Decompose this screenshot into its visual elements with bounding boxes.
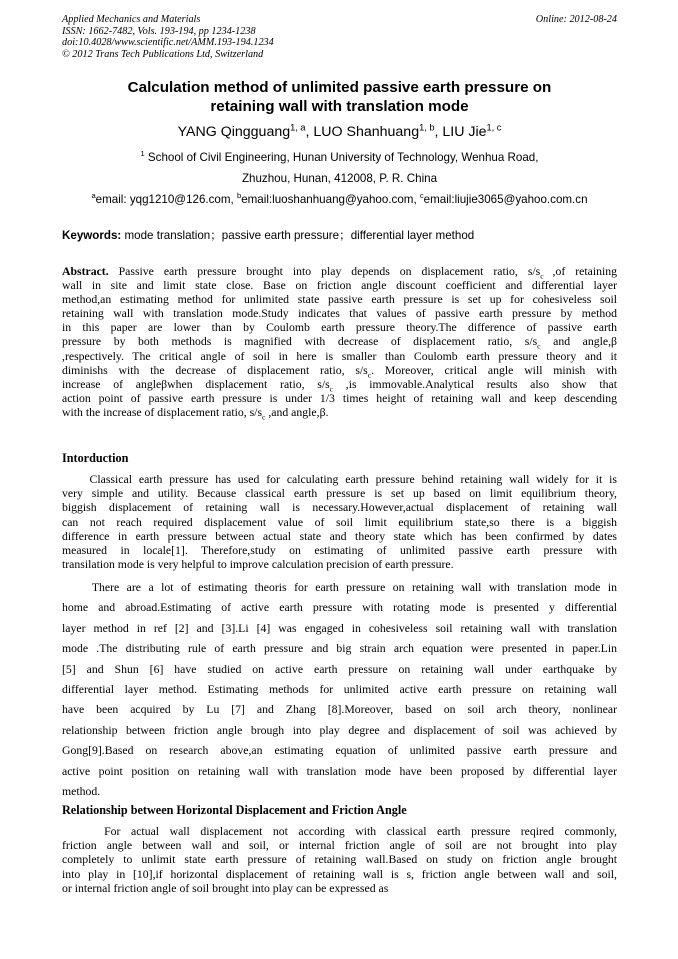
intro-line-text: Gong[9].Based on research above,an estimating equation of unlimited passive earth pressure and — [62, 744, 617, 758]
intro-line-text: method. — [62, 785, 101, 799]
intro-line — [62, 501, 617, 515]
abstract-line — [62, 307, 617, 321]
keywords-text: mode translation；passive earth pressure；differential layer method — [121, 229, 475, 242]
relationship-line — [62, 882, 617, 896]
relationship-paragraph — [62, 825, 617, 896]
relationship-line — [62, 839, 617, 853]
relationship-line-text: completely to unlimit state earth pressure of retaining wall.Based on study on friction angle brought — [62, 853, 617, 867]
author-list: YANG Qingguang$^{1, a}$, LUO Shanhuang$^{1, b}$, LIU Jie$^{1, c}$ — [177, 122, 502, 140]
abstract-line-text: action point of passive earth pressure is under 1/3 times height of retaining wall and keep descending — [62, 391, 617, 405]
issn-line: ISSN: 1662-7482, Vols. 193-194, pp 1234-1238 — [62, 25, 256, 37]
relationship-line-text: or internal friction angle of soil brought into play can be expressed as — [62, 881, 389, 895]
intro-line — [62, 700, 617, 720]
relationship-line — [62, 825, 617, 839]
abstract-line-text: Passive earth pressure brought into play depends on displacement ratio, $s/s_c$ ,of retaining — [108, 265, 617, 281]
intro-line-text: biggish displacement of retaining wall is necessary.However,actual displacement of retaining wall — [62, 501, 617, 515]
intro-line — [62, 558, 617, 572]
relationship-line — [62, 853, 617, 867]
relationship-line — [62, 868, 617, 882]
online-date: Online: 2012-08-24 — [535, 14, 617, 25]
intro-line-text: differential layer method. Estimating methods for unlimited active earth pressure on retaining wall — [62, 683, 617, 697]
email-b: email:luoshanhuang@yahoo.com, — [241, 193, 420, 206]
intro-line — [62, 680, 617, 700]
abstract — [62, 265, 617, 420]
intro-line-text: have been acquired by Lu [7] and Zhang [8].Moreover, based on soil arch theory, nonlinear — [62, 703, 617, 717]
intro-line-text: relationship between friction angle brough into play degree and displacement of soil was achieved by — [62, 723, 617, 737]
relationship-line-text: friction angle between wall and soil, or internal friction angle of soil are not brought into play — [62, 839, 617, 853]
abstract-line-text: retaining wall with translation mode.Study indicates that values of passive earth pressure by method — [62, 307, 617, 321]
affiliation-text: School of Civil Engineering, Hunan University of Technology, Wenhua Road, — [144, 151, 539, 164]
abstract-line — [62, 265, 617, 279]
intro-line — [62, 619, 617, 639]
abstract-line — [62, 350, 617, 364]
intro-line-text: home and abroad.Estimating of active earth pressure with rotating mode is presented y differential — [62, 601, 617, 615]
author-affil-mark: 1, c — [486, 122, 502, 133]
intro-line — [62, 530, 617, 544]
email-mark: c — [419, 191, 424, 201]
intro-line — [62, 487, 617, 501]
abstract-line-text: method,an estimating method for unlimited state passive earth pressure is set up for cohesiveless soil — [62, 293, 617, 307]
email-line — [62, 193, 617, 207]
abstract-line-text: pressure by both methods is magnified with decrease of displacement ratio, $s/s_c$ and angle,β — [62, 335, 617, 351]
journal-header — [62, 14, 617, 60]
abstract-line-text: increase of angleβwhen displacement ratio, $s/s_c$ ,is immovable.Analytical results also show that — [62, 377, 617, 394]
email-mark: a — [91, 191, 96, 201]
intro-line-text: mode .The distributing rule of earth pressure and big strain arch equation were presented in paper.Lin — [62, 642, 617, 656]
keywords-label: Keywords: — [62, 229, 122, 242]
abstract-line — [62, 321, 617, 335]
abstract-line-text: diminishs with the decrease of displacement ratio, $s/s_c$. Moreover, critical angle will minish with — [62, 363, 617, 379]
intro-line — [62, 516, 617, 530]
intro-line-text: There are a lot of estimating theoris for earth pressure on retaining wall with translation mode in — [62, 581, 617, 594]
title-line-1: Calculation method of unlimited passive earth pressure on — [127, 79, 552, 96]
intro-line — [62, 660, 617, 680]
author-affil-mark: 1, b — [419, 122, 435, 133]
abstract-line-text: with the increase of displacement ratio, $s/s_c$ ,and angle,β. — [62, 405, 329, 422]
intro-line-text: [5] and Shun [6] have studied on active earth pressure on retaining wall under earthquake by — [62, 662, 617, 676]
abstract-line — [62, 293, 617, 307]
doi-line: doi:10.4028/www.scientific.net/AMM.193-194.1234 — [62, 37, 274, 49]
intro-line-text: difference in earth pressure between actual state and theory state which has been confirmed by dates — [62, 529, 617, 543]
intro-paragraph-2 — [62, 578, 617, 802]
abstract-line — [62, 335, 617, 349]
intro-line — [62, 782, 617, 802]
title-line-2: retaining wall with translation mode — [210, 97, 469, 115]
intro-line — [62, 473, 617, 487]
intro-paragraph-1 — [62, 473, 617, 572]
intro-line — [62, 598, 617, 618]
intro-line-text: can not reach required displacement value of soil limit equilibrium state,so there is a biggish — [62, 515, 617, 529]
intro-line-text: layer method in ref [2] and [3].Li [4] was engaged in cohesiveless soil retaining wall with translation — [62, 621, 617, 635]
abstract-line-text: in this paper are lower than by Coulomb earth pressure theory.The difference of passive earth — [62, 321, 617, 335]
keywords — [62, 229, 617, 243]
abstract-line — [62, 392, 617, 406]
intro-line-text: active point position on retaining wall with translation mode have been proposed by differential layer — [62, 764, 617, 778]
copyright-line: © 2012 Trans Tech Publications Ltd, Switzerland — [62, 48, 264, 60]
abstract-line — [62, 406, 617, 420]
email-c: email:liujie3065@yahoo.com.cn — [423, 193, 588, 206]
intro-line-text: Classical earth pressure has used for calculating earth pressure behind retaining wall widely for it is — [62, 473, 617, 486]
journal-name: Applied Mechanics and Materials — [62, 14, 201, 25]
intro-line — [62, 639, 617, 659]
email-mark: b — [236, 191, 242, 201]
intro-line — [62, 721, 617, 741]
affiliation-line-2: Zhuzhou, Hunan, 412008, P. R. China — [241, 172, 438, 185]
abstract-line — [62, 364, 617, 378]
affiliation-line-1 — [62, 151, 617, 165]
author-name: YANG Qingguang — [177, 124, 291, 140]
relationship-line-text: into play in [10],if horizontal displacement of retaining wall is s, friction angle between wall and soil, — [62, 867, 617, 881]
section-heading-relationship: Relationship between Horizontal Displacement and Friction Angle — [62, 803, 407, 817]
intro-line — [62, 741, 617, 761]
paper-title — [62, 79, 617, 116]
author-name: LIU Jie — [442, 124, 487, 140]
relationship-line-text: For actual wall displacement not according with classical earth pressure reqired commonly, — [62, 825, 617, 838]
intro-line-text: very simple and utility. Because classical earth pressure is set up based on limit equilibrium theory, — [62, 487, 617, 501]
email-a: email: yqg1210@126.com, — [95, 193, 237, 206]
intro-line-text: measured in locale[1]. Therefore,study on estimating of unlimited passive earth pressure with — [62, 544, 617, 558]
intro-line — [62, 544, 617, 558]
abstract-line — [62, 378, 617, 392]
author-name: LUO Shanhuang — [313, 124, 420, 140]
intro-line-text: transilation mode is very helpful to improve calculation precision of earth pressure. — [62, 558, 454, 572]
intro-line — [62, 762, 617, 782]
affiliation-mark: 1 — [140, 149, 145, 159]
abstract-line — [62, 279, 617, 293]
abstract-line-text: ,respectively. The critical angle of soil in here is smaller than Coulomb earth pressure theory and it — [62, 349, 617, 363]
section-heading-introduction: Intorduction — [62, 451, 129, 465]
abstract-label: Abstract. — [62, 265, 109, 278]
abstract-line-text: wall in site and limit state close. Base on friction angle discount coefficient and differential layer — [62, 279, 617, 293]
author-affil-mark: 1, a — [290, 122, 306, 133]
intro-line — [62, 578, 617, 598]
